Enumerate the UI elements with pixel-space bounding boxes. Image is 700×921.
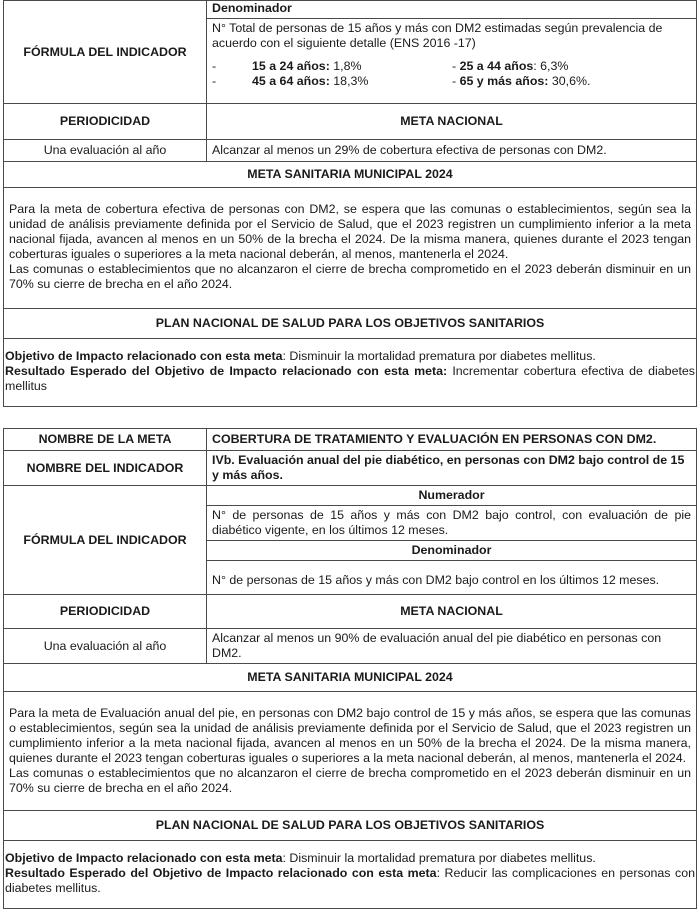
denominador-title: Denominador [207, 1, 697, 19]
meta-nacional-value: Alcanzar al menos un 90% de evaluación anual del pie diabético en personas con DM2. [207, 629, 697, 664]
meta-municipal-paragraph-2: Las comunas o establecimientos que no alcanzaron el cierre de brecha comprometido en el 2023 deberán disminuir en un 70% su cierre de brecha en el año 2024. [9, 766, 691, 795]
nombre-meta-value: COBERTURA DE TRATAMIENTO Y EVALUACIÓN EN PERSONAS CON DM2. [207, 429, 697, 451]
age-group-25-44: - 25 a 44 años : 6,3% [452, 59, 569, 73]
meta-nacional-label: META NACIONAL [207, 104, 697, 140]
plan-nacional-body [4, 841, 697, 909]
periodicidad-value: Una evaluación al año [4, 629, 207, 664]
objetivo-impacto: Objetivo de Impacto relacionado con esta meta: Disminuir la mortalidad prematura por diabetes mellitus. [5, 349, 596, 363]
meta-municipal-paragraph-2: Las comunas o establecimientos que no alcanzaron el cierre de brecha comprometido en el 2023 deberán disminuir en un 70% su cierre de brecha en el año 2024. [9, 262, 691, 291]
nombre-indicador-value: IVb. Evaluación anual del pie diabético, en personas con DM2 bajo control de 15 y más años. [207, 451, 697, 486]
meta-nacional-label: META NACIONAL [207, 595, 697, 629]
plan-nacional-title: PLAN NACIONAL DE SALUD PARA LOS OBJETIVOS SANITARIOS [4, 811, 697, 841]
denominador-text: N° Total de personas de 15 años y más con DM2 estimadas según prevalencia de acuerdo con el siguiente detalle (ENS 2016 -17) [212, 21, 663, 50]
nombre-indicador-label: NOMBRE DEL INDICADOR [4, 451, 207, 486]
meta-municipal-body [4, 188, 697, 309]
objetivo-impacto: Objetivo de Impacto relacionado con esta meta: Disminuir la mortalidad prematura por diabetes mellitus. [5, 851, 596, 865]
nombre-meta-label: NOMBRE DE LA META [4, 429, 207, 451]
denominador-text: N° de personas de 15 años y más con DM2 bajo control en los últimos 12 meses. [207, 561, 697, 595]
age-group-65-plus: - 65 y más años: 30,6%. [452, 74, 591, 88]
numerador-title: Numerador [207, 486, 697, 506]
formula-label: FÓRMULA DEL INDICADOR [4, 1, 207, 104]
meta-municipal-paragraph-1: Para la meta de Evaluación anual del pie, en personas con DM2 bajo control de 15 y más años, se espera que las comunas o establecimientos, según sea la unidad de análisis previamente definida por el Servicio de Salud, que el 2023 registren un cumplimiento inferior a la meta nacional fijada, avancen al menos en un 50% de la brecha el 2024. De la misma manera, quienes durante el 2023 tengan coberturas iguales o superiores a la meta nacional deberán, al menos, mantenerla el 2024. [9, 706, 691, 765]
plan-nacional-title: PLAN NACIONAL DE SALUD PARA LOS OBJETIVOS SANITARIOS [4, 309, 697, 339]
resultado-esperado: Resultado Esperado del Objetivo de Impacto relacionado con esta meta: Incrementar cobertura efectiva de diabetes mellitus [5, 364, 695, 393]
age-groups [212, 59, 691, 89]
meta-municipal-paragraph-1: Para la meta de cobertura efectiva de personas con DM2, se espera que las comunas o establecimientos, según sea la unidad de análisis previamente definida por el Servicio de Salud, que el 2023 registren un cumplimiento inferior a la meta nacional fijada, avancen al menos en un 50% de la brecha el 2024. De la misma manera, quienes durante el 2023 tengan coberturas iguales o superiores a la meta nacional deberán, al menos, mantenerla el 2024. [9, 202, 691, 261]
meta-municipal-title: META SANITARIA MUNICIPAL 2024 [4, 162, 697, 188]
numerador-text: N° de personas de 15 años y más con DM2 bajo control, con evaluación de pie diabético vigente, en los últimos 12 meses. [207, 506, 697, 541]
resultado-esperado: Resultado Esperado del Objetivo de Impacto relacionado con esta meta: Reducir las complicaciones en personas con diabetes mellitus. [5, 866, 695, 895]
periodicidad-label: PERIODICIDAD [4, 104, 207, 140]
denominador-title: Denominador [207, 541, 697, 561]
denominador-cell [207, 19, 697, 104]
plan-nacional-body [4, 339, 697, 407]
meta-nacional-value: Alcanzar al menos un 29% de cobertura efectiva de personas con DM2. [207, 140, 697, 162]
meta-municipal-body [4, 692, 697, 811]
meta-municipal-title: META SANITARIA MUNICIPAL 2024 [4, 664, 697, 692]
age-group-15-24: - 15 a 24 años: 1,8% [212, 59, 362, 73]
age-group-45-64: - 45 a 64 años: 18,3% [212, 74, 369, 88]
periodicidad-label: PERIODICIDAD [4, 595, 207, 629]
periodicidad-value: Una evaluación al año [4, 140, 207, 162]
formula-label: FÓRMULA DEL INDICADOR [4, 486, 207, 595]
indicator-table-dm2-coverage [3, 0, 697, 407]
indicator-table-foot-evaluation [3, 428, 697, 909]
